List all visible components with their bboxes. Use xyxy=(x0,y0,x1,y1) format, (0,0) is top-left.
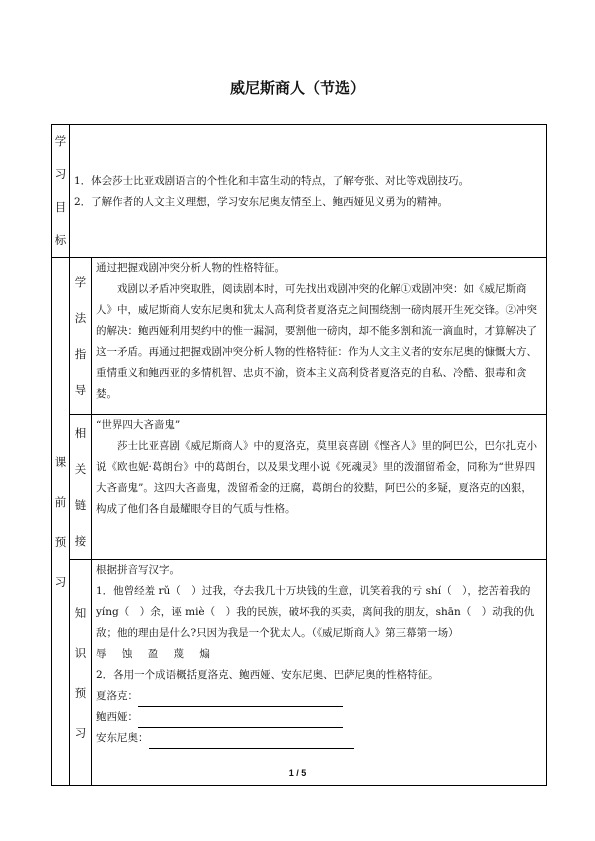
preview-label: 课前预习 xyxy=(54,454,67,589)
character-item: 蚀 xyxy=(121,648,133,660)
links-body: 莎士比亚喜剧《威尼斯商人》中的夏洛克，莫里哀喜剧《悭吝人》里的阿巴公，巴尔扎克小说《欧也妮·葛朗台》中的葛朗台，以及果戈理小说《死魂灵》里的泼溜留希金，同称为“世界四大吝啬鬼”。这四大吝啬鬼，泼留希金的迂腐，葛朗台的狡黠，阿巴公的多疑，夏洛克的凶狠，构成了他们各自最耀眼夺目的气质与性格。 xyxy=(96,440,537,515)
page-title: 威尼斯商人（节选） xyxy=(229,79,365,97)
study-guide-table xyxy=(51,124,547,786)
character-item: 辱 xyxy=(96,648,107,660)
answer-blank[interactable] xyxy=(149,735,354,749)
knowledge-q2: 2．各用一个成语概括夏洛克、鲍西娅、安东尼奥、巴萨尼奥的性格特征。 xyxy=(96,669,439,681)
character-item: 煽 xyxy=(199,648,210,660)
links-row xyxy=(52,415,547,560)
preview-label-cell xyxy=(52,258,70,786)
character-item: 蔑 xyxy=(173,648,185,660)
objectives-label: 学习目标 xyxy=(54,134,67,247)
answer-field-label: 安东尼奥： xyxy=(96,732,149,744)
answer-blank[interactable] xyxy=(138,714,343,728)
objective-item: 2．了解作者的人文主义理想，学习安东尼奥友情至上、鲍西娅见义勇为的精神。 xyxy=(74,196,449,208)
links-heading: “世界四大吝啬鬼” xyxy=(96,419,181,431)
links-content xyxy=(92,415,547,560)
objectives-row xyxy=(52,125,547,258)
character-list xyxy=(96,644,542,665)
answer-field-row xyxy=(96,728,542,749)
objectives-content xyxy=(70,125,547,258)
knowledge-label-cell xyxy=(70,560,92,786)
knowledge-label: 知识预习 xyxy=(74,605,87,740)
knowledge-q1: 1．他曾经羞 rǔ（ ）过我，夺去我几十万块钱的生意，讥笑着我的亏 shí（ ），挖苦着我的 yíng（ ）余，诬 miè（ ）我的民族，破坏我的买卖，离间我的朋友，shān（ ）动我的仇敌；他的理由是什么?只因为我是一个犹太人。（《威尼斯商人》第三幕第一场） xyxy=(96,585,535,639)
method-row xyxy=(52,258,547,415)
method-label: 学法指导 xyxy=(74,275,87,397)
objectives-label-cell xyxy=(52,125,70,258)
method-content xyxy=(92,258,547,415)
method-intro: 通过把握戏剧冲突分析人物的性格特征。 xyxy=(96,262,285,274)
character-item: 盈 xyxy=(147,648,159,660)
links-label-cell xyxy=(70,415,92,560)
knowledge-content xyxy=(92,560,547,786)
knowledge-instruction: 根据拼音写汉字。 xyxy=(96,564,180,576)
objective-item: 1．体会莎士比亚戏剧语言的个性化和丰富生动的特点，了解夸张、对比等戏剧技巧。 xyxy=(74,175,470,187)
method-body: 戏剧以矛盾冲突取胜，阅读剧本时，可先找出戏剧冲突的化解①戏剧冲突：如《威尼斯商人》中，威尼斯商人安东尼奥和犹太人高利贷者夏洛克之间围绕割一磅肉展开生死交锋。②冲突的解决：鲍西娅利用契约中的惟一漏洞，要割他一磅肉，却不能多割和流一滴血时，才算解决了这一矛盾。再通过把握戏剧冲突分析人物的性格特征：作为人文主义者的安东尼奥的慷慨大方、重情重义和鲍西亚的多情机智、忠贞不渝，资本主义高利贷者夏洛克的自私、冷酷、狠毒和贪婪。 xyxy=(96,283,537,400)
links-label: 相关链接 xyxy=(74,426,87,548)
answer-field-label: 夏洛克： xyxy=(96,690,138,702)
page-number: 1 / 5 xyxy=(288,768,307,778)
answer-blank[interactable] xyxy=(138,693,343,707)
answer-field-row xyxy=(96,686,542,707)
method-label-cell xyxy=(70,258,92,415)
knowledge-row xyxy=(52,560,547,786)
answer-field-row xyxy=(96,707,542,728)
answer-field-label: 鲍西娅： xyxy=(96,711,138,723)
